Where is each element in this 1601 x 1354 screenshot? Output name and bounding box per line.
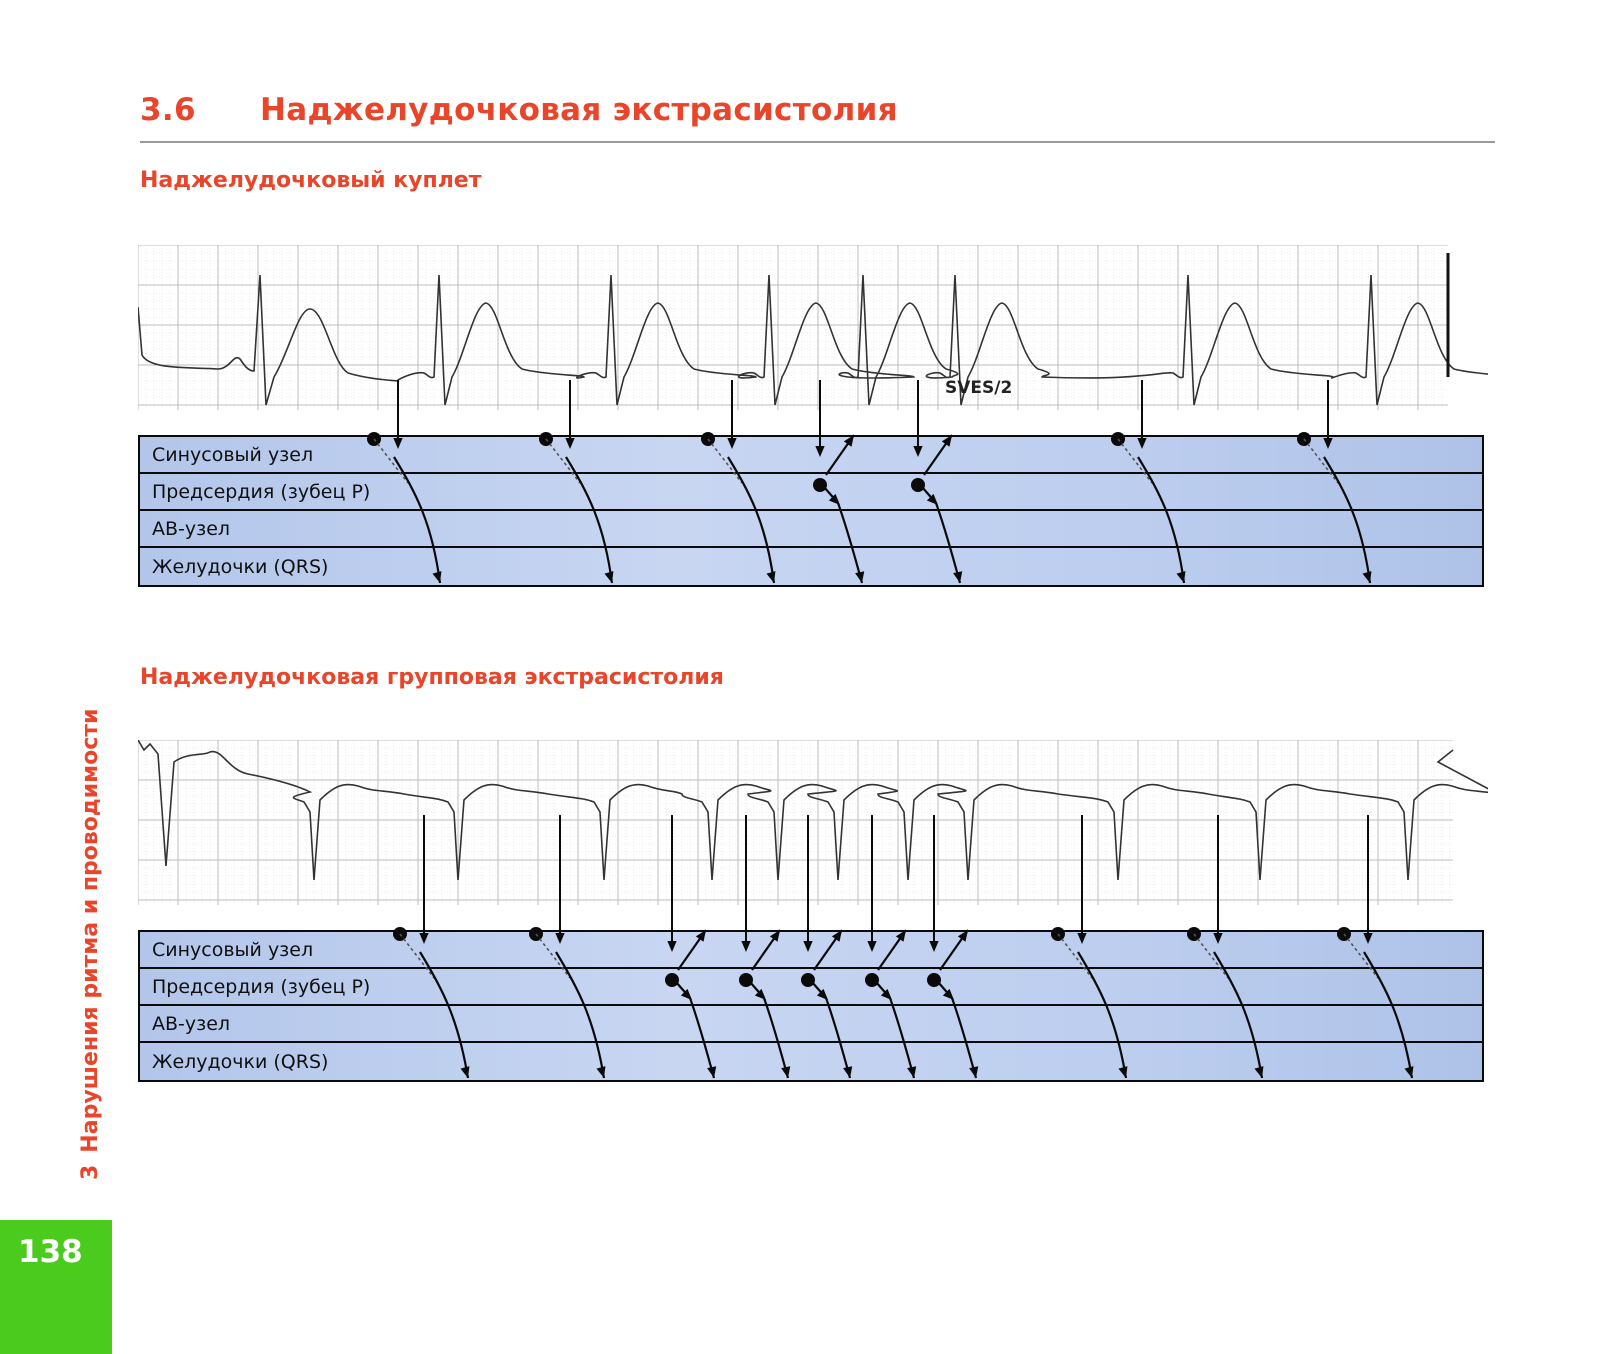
figure1-subtitle: Наджелудочковый куплет xyxy=(140,168,482,193)
lane-atria: Предсердия (зубец P) xyxy=(140,474,1482,511)
chapter-title: Нарушения ритма и проводимости xyxy=(78,708,103,1153)
ecg-grid xyxy=(138,740,1453,905)
lane-av-node: АВ-узел xyxy=(140,511,1482,548)
figure2-ecg-strip xyxy=(138,740,1488,930)
page-tab xyxy=(0,1220,112,1354)
lane-sinus-node: Синусовый узел xyxy=(140,932,1482,969)
figure1-ladder-diagram xyxy=(138,435,1484,587)
ecg-grid xyxy=(138,245,1448,410)
figure2-panel xyxy=(138,740,1488,1085)
ecg-trace xyxy=(138,740,1488,880)
section-title: Наджелудочковая экстрасистолия xyxy=(260,92,898,128)
ecg-trace xyxy=(138,275,1488,405)
lane-sinus-node: Синусовый узел xyxy=(140,437,1482,474)
figure1-panel xyxy=(138,245,1488,590)
lane-ventricles: Желудочки (QRS) xyxy=(152,555,329,578)
lane-ventricles: Желудочки (QRS) xyxy=(152,1050,329,1073)
page-title xyxy=(140,92,898,128)
title-rule xyxy=(140,141,1495,143)
figure1-annotation: SVES/2 xyxy=(945,378,1013,398)
chapter-side-label xyxy=(78,660,112,1180)
section-number: 3.6 xyxy=(140,92,196,128)
figure1-ecg-strip xyxy=(138,245,1488,435)
figure2-ladder-diagram xyxy=(138,930,1484,1082)
lane-atria: Предсердия (зубец P) xyxy=(140,969,1482,1006)
page-number: 138 xyxy=(18,1234,83,1270)
chapter-number: 3 xyxy=(78,1164,103,1180)
figure2-subtitle: Наджелудочковая групповая экстрасистолия xyxy=(140,665,724,690)
lane-av-node: АВ-узел xyxy=(140,1006,1482,1043)
